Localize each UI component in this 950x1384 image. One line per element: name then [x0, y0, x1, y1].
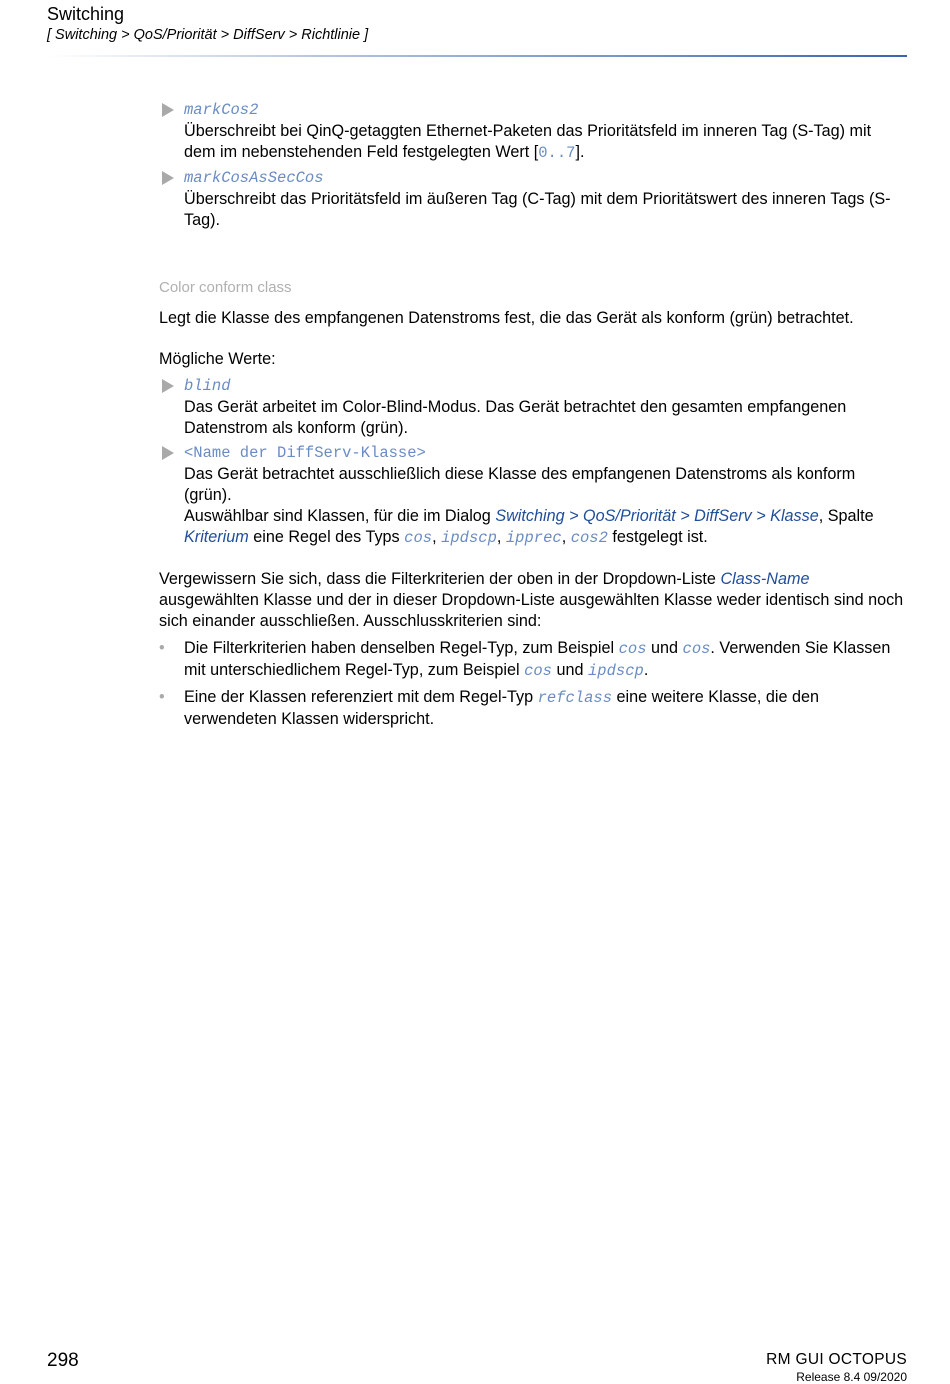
value-description: Das Gerät betrachtet ausschließlich diese Klasse des empfangenen Datenstroms als konform (grün). [184, 465, 856, 504]
option-code: markCosAsSecCos [184, 169, 324, 187]
list-item: • Eine der Klassen referenziert mit dem Regel-Typ refclass eine weitere Klasse, die den verwendeten Klassen widerspricht. [159, 688, 819, 728]
chapter-title: Switching [47, 4, 125, 24]
value-blind [159, 376, 907, 439]
section-description: Legt die Klasse des empfangenen Datenstroms fest, die das Gerät als konform (grün) betrachtet. [159, 309, 854, 327]
dialog-link[interactable]: Switching > QoS/Priorität > DiffServ > Klasse [495, 507, 819, 525]
option-markcosassec [159, 168, 907, 231]
list-item: • Die Filterkriterien haben denselben Regel-Typ, zum Beispiel cos und cos. Verwenden Sie Klassen mit unterschiedlichem Regel-Typ, zum Beispiel cos und ipdscp. [159, 639, 891, 680]
option-description: Überschreibt das Prioritätsfeld im äußeren Tag (C-Tag) mit dem Prioritätswert des inneren Tags (S-Tag). [184, 190, 891, 229]
column-link[interactable]: Kriterium [184, 528, 249, 546]
bullet-dot-icon: • [159, 688, 165, 706]
triangle-bullet-icon [162, 103, 174, 117]
range-code: 0..7 [538, 144, 576, 162]
triangle-bullet-icon [162, 446, 174, 460]
option-code: markCos2 [184, 101, 259, 119]
release-info: Release 8.4 09/2020 [796, 1370, 907, 1384]
product-name: RM GUI OCTOPUS [766, 1351, 907, 1368]
option-markcos2 [159, 100, 907, 164]
possible-values-label: Mögliche Werte: [159, 350, 276, 368]
value-description: Das Gerät arbeitet im Color-Blind-Modus. Das Gerät betrachtet den gesamten empfangenen Datenstrom als konform (grün). [184, 398, 847, 437]
bullet-dot-icon: • [159, 639, 165, 657]
type-code: cos [404, 529, 433, 547]
type-code: cos2 [570, 529, 608, 547]
section-heading: Color conform class [159, 279, 292, 296]
value-code: blind [184, 377, 231, 395]
note-paragraph: Vergewissern Sie sich, dass die Filterkriterien der oben in der Dropdown-Liste Class-Name ausgewählten Klasse und der in dieser Dropdown-Liste ausgewählten Klasse weder identisch sind noch sich einander ausschließen. Ausschlusskriterien sind: [159, 570, 904, 630]
header-divider [47, 55, 907, 57]
breadcrumb: [ Switching > QoS/Priorität > DiffServ > Richtlinie ] [47, 27, 369, 43]
value-code: <Name der DiffServ-Klasse> [184, 444, 426, 462]
triangle-bullet-icon [162, 379, 174, 393]
type-code: ipdscp [441, 529, 497, 547]
value-description-extra: Auswählbar sind Klassen, für die im Dialog Switching > QoS/Priorität > DiffServ > Klasse, Spalte Kriterium eine Regel des Typs cos, ipdscp, ipprec, cos2 festgelegt ist. [184, 507, 874, 547]
class-name-link[interactable]: Class-Name [720, 570, 810, 588]
main-content [159, 100, 907, 735]
option-description: Überschreibt bei QinQ-getaggten Ethernet-Paketen das Prioritätsfeld im inneren Tag (S-Tag) mit dem im nebenstehenden Feld festgelegten Wert [0..7]. [184, 122, 872, 162]
page-number: 298 [47, 1350, 79, 1371]
value-diffserv-class [159, 443, 907, 549]
triangle-bullet-icon [162, 171, 174, 185]
type-code: ipprec [505, 529, 562, 547]
